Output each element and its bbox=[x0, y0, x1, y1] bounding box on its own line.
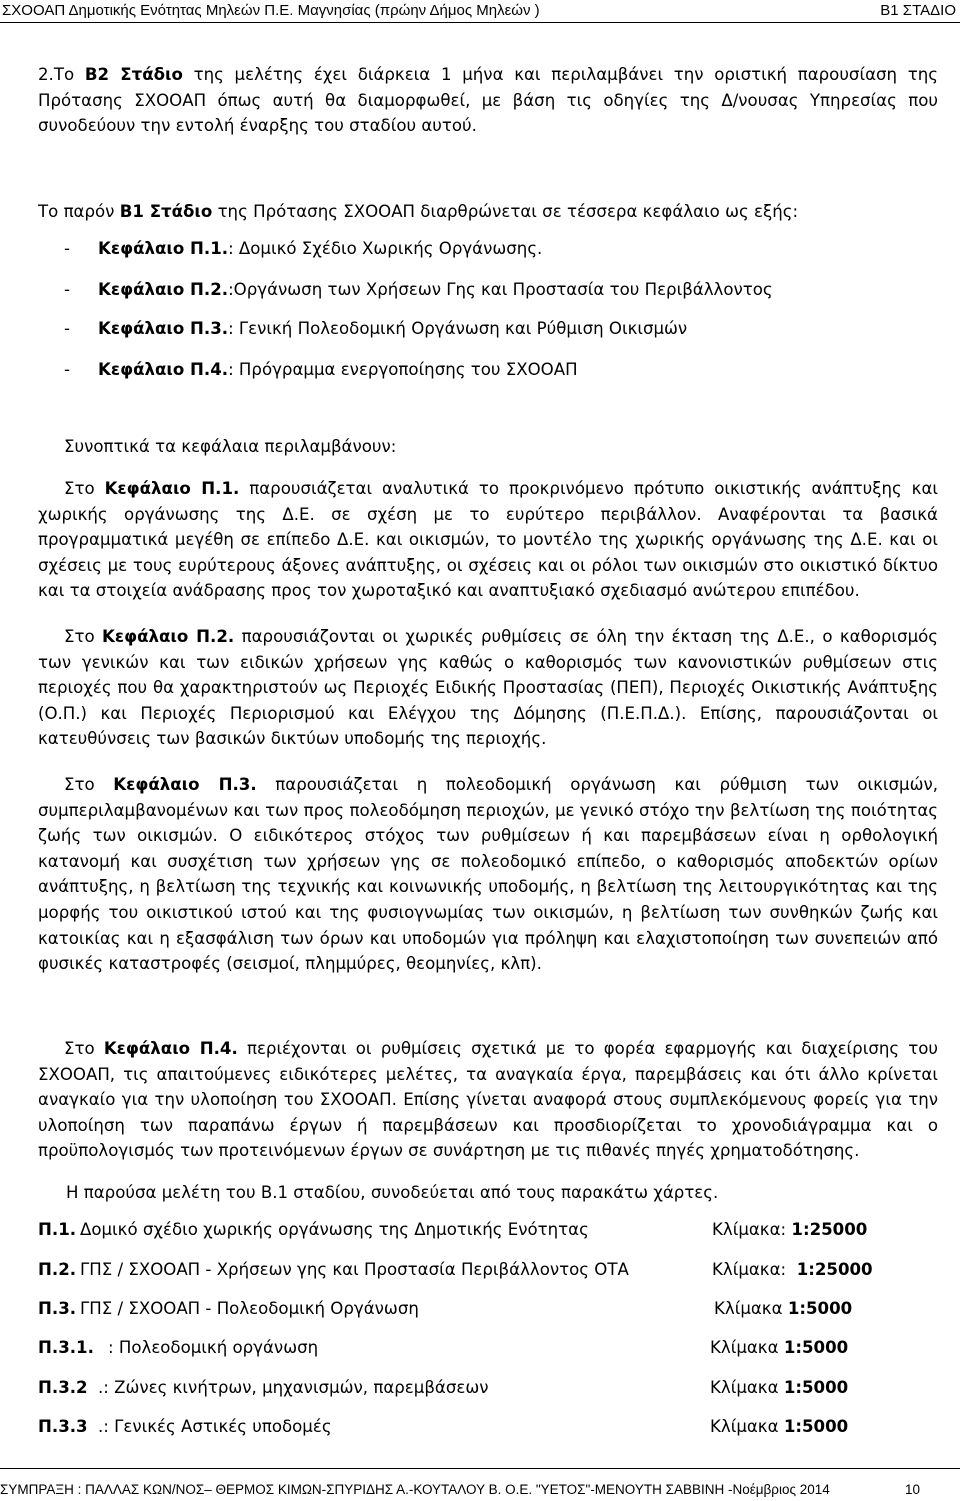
chapter-paragraph-4: Στο Κεφάλαιο Π.4. περιέχονται οι ρυθμίσεις σχετικά με το φορέα εφαρμογής και διαχείρισης του ΣΧΟΟΑΠ, τις απαιτούμενες ειδικότερες μελέτες, τα αναγκαία έργα, παρεμβάσεις και ότι άλλο κρίνεται αναγκαίο για την υλοποίηση του ΣΧΟΟΑΠ. Επίσης γίνεται αναφορά στους συμπλεκόμενους φορείς για την υλοποίηση των παραπάνω έργων ή παρεμβάσεων και προσδιορίζεται το χρονοδιάγραμμα και ο προϋπολογισμός των προτεινόμενων έργων σε συνάρτηση με τις πιθανές πηγές χρηματοδότησης. bbox=[38, 1039, 939, 1161]
chapter-paragraph-1: Στο Κεφάλαιο Π.1. παρουσιάζεται αναλυτικά το προκρινόμενο πρότυπο οικιστικής ανάπτυξης και χωρικής οργάνωσης της Δ.Ε. σε σχέση με το ευρύτερο περιβάλλον. Αναφέρονται τα βασικά προγραμματικά μεγέθη σε επίπεδο Δ.Ε. και οικισμών, το μοντέλο της χωρικής οργάνωσης της Δ.Ε. και οι σχέσεις με τους ευρύτερους άξονες ανάπτυξης, οι σχέσεις και οι ρόλοι των οικισμών στο οικιστικό δίκτυο και τα στοιχεία ανάδρασης προς τον χωροταξικό και αναπτυξιακό σχεδιασμό ανώτερου επιπέδου. bbox=[38, 479, 939, 601]
header-title: ΣΧΟΟΑΠ Δημοτικής Ενότητας Μηλεών Π.Ε. Μαγνησίας (πρώην Δήμος Μηλεών ) bbox=[2, 2, 540, 19]
summary-title: Συνοπτικά τα κεφάλαια περιλαμβάνουν: bbox=[64, 437, 397, 456]
structure-intro: Το παρόν Β1 Στάδιο της Πρότασης ΣΧΟΟΑΠ διαρθρώνεται σε τέσσερα κεφάλαιο ως εξής: bbox=[38, 202, 799, 221]
map-scale: Κλίμακα 1:5000 bbox=[710, 1378, 849, 1397]
map-scale: Κλίμακα 1:5000 bbox=[710, 1417, 849, 1436]
intro-number: 2. bbox=[38, 65, 54, 84]
chapter-list-item: - Κεφάλαιο Π.3.: Γενική Πολεοδομική Οργάνωση και Ρύθμιση Οικισμών bbox=[64, 319, 688, 338]
chapter-list-item: - Κεφάλαιο Π.2.:Οργάνωση των Χρήσεων Γης και Προστασία του Περιβάλλοντος bbox=[64, 280, 773, 299]
map-scale: Κλίμακα: 1:25000 bbox=[712, 1260, 873, 1279]
chapter-list-item: - Κεφάλαιο Π.4.: Πρόγραμμα ενεργοποίησης του ΣΧΟΟΑΠ bbox=[64, 360, 578, 379]
page-header bbox=[0, 0, 960, 23]
map-item: Π.3.2 .: Ζώνες κινήτρων, μηχανισμών, παρεμβάσεων bbox=[38, 1378, 489, 1397]
footer-credits: ΣΥΜΠΡΑΞΗ : ΠΑΛΛΑΣ ΚΩΝ/ΝΟΣ– ΘΕΡΜΟΣ ΚΙΜΩΝ-ΣΠΥΡΙΔΗΣ Α.-ΚΟΥΤΑΛΟΥ Β. Ο.Ε. "ΥΕΤΟΣ"-ΜΕΝΟΥΤΗ ΣΑΒΒΙΝΗ -Νοέμβριος 2014 bbox=[0, 1482, 830, 1497]
map-item: Π.3.3 .: Γενικές Αστικές υποδομές bbox=[38, 1417, 332, 1436]
map-scale: Κλίμακα 1:5000 bbox=[710, 1338, 849, 1357]
chapter-list-item: - Κεφάλαιο Π.1.: Δομικό Σχέδιο Χωρικής Οργάνωσης. bbox=[64, 239, 543, 258]
intro-bold: Β2 Στάδιο bbox=[84, 65, 183, 84]
map-scale: Κλίμακα 1:5000 bbox=[714, 1299, 853, 1318]
map-scale: Κλίμακα: 1:25000 bbox=[712, 1220, 868, 1239]
header-stage: Β1 ΣΤΑΔΙΟ bbox=[880, 2, 956, 19]
page-footer bbox=[0, 1468, 960, 1499]
map-item: Π.3. ΓΠΣ / ΣΧΟΟΑΠ - Πολεοδομική Οργάνωση bbox=[38, 1299, 419, 1318]
map-item: Π.3.1. : Πολεοδομική οργάνωση bbox=[38, 1338, 319, 1357]
intro-paragraph: 2.Το Β2 Στάδιο της μελέτης έχει διάρκεια 1 μήνα και περιλαμβάνει την οριστική παρουσίαση της Πρότασης ΣΧΟΟΑΠ όπως αυτή θα διαμορφωθεί, με βάση τις οδηγίες της Δ/νουσας Υπηρεσίας που συνοδεύουν την εντολή έναρξης του σταδίου αυτού. bbox=[38, 65, 939, 136]
chapter-paragraph-3: Στο Κεφάλαιο Π.3. παρουσιάζεται η πολεοδομική οργάνωση και ρύθμιση των οικισμών, συμπεριλαμβανομένων και των προς πολεοδόμηση περιοχών, με γενικό στόχο την βελτίωση της ποιότητας ζωής των οικισμών. Ο ειδικότερος στόχος των ρυθμίσεων ή και παρεμβάσεων είναι η ορθολογική κατανομή και συσχέτιση των χρήσεων γης σε πολεοδομικό επίπεδο, ο καθορισμός αποδεκτών ορίων ανάπτυξης, η βελτίωση της τεχνικής και κοινωνικής υποδομής, η βελτίωση της λειτουργικότητας και της μορφής του οικιστικού ιστού και της φυσιογνωμίας των οικισμών, η βελτίωση των συνθηκών ζωής και κατοικίας και η εξασφάλιση των όρων και υποδομών για πρόληψη και ελαχιστοποίηση των συνεπειών από φυσικές καταστροφές (σεισμοί, πλημμύρες, θεομηνίες, κλπ). bbox=[38, 775, 939, 974]
maps-title: Η παρούσα μελέτη του Β.1 σταδίου, συνοδεύεται από τους παρακάτω χάρτες. bbox=[66, 1183, 719, 1202]
map-item: Π.1. Δομικό σχέδιο χωρικής οργάνωσης της Δημοτικής Ενότητας bbox=[38, 1220, 589, 1239]
map-item: Π.2. ΓΠΣ / ΣΧΟΟΑΠ - Χρήσεων γης και Προστασία Περιβάλλοντος ΟΤΑ bbox=[38, 1260, 629, 1279]
page-number: 10 bbox=[904, 1482, 920, 1497]
chapter-paragraph-2: Στο Κεφάλαιο Π.2. παρουσιάζονται οι χωρικές ρυθμίσεις σε όλη την έκταση της Δ.Ε., ο καθορισμός των γενικών και των ειδικών χρήσεων γης καθώς ο καθορισμός των κανονιστικών ρυθμίσεων στις περιοχές που θα χαρακτηριστούν ως Περιοχές Ειδικής Προστασίας (ΠΕΠ), Περιοχές Οικιστικής Ανάπτυξης (Ο.Π.) και Περιοχές Περιορισμού και Ελέγχου της Δόμησης (Π.Ε.Π.Δ.). Επίσης, παρουσιάζονται οι κατευθύνσεις των βασικών δικτύων υποδομής της περιοχής. bbox=[38, 627, 939, 749]
